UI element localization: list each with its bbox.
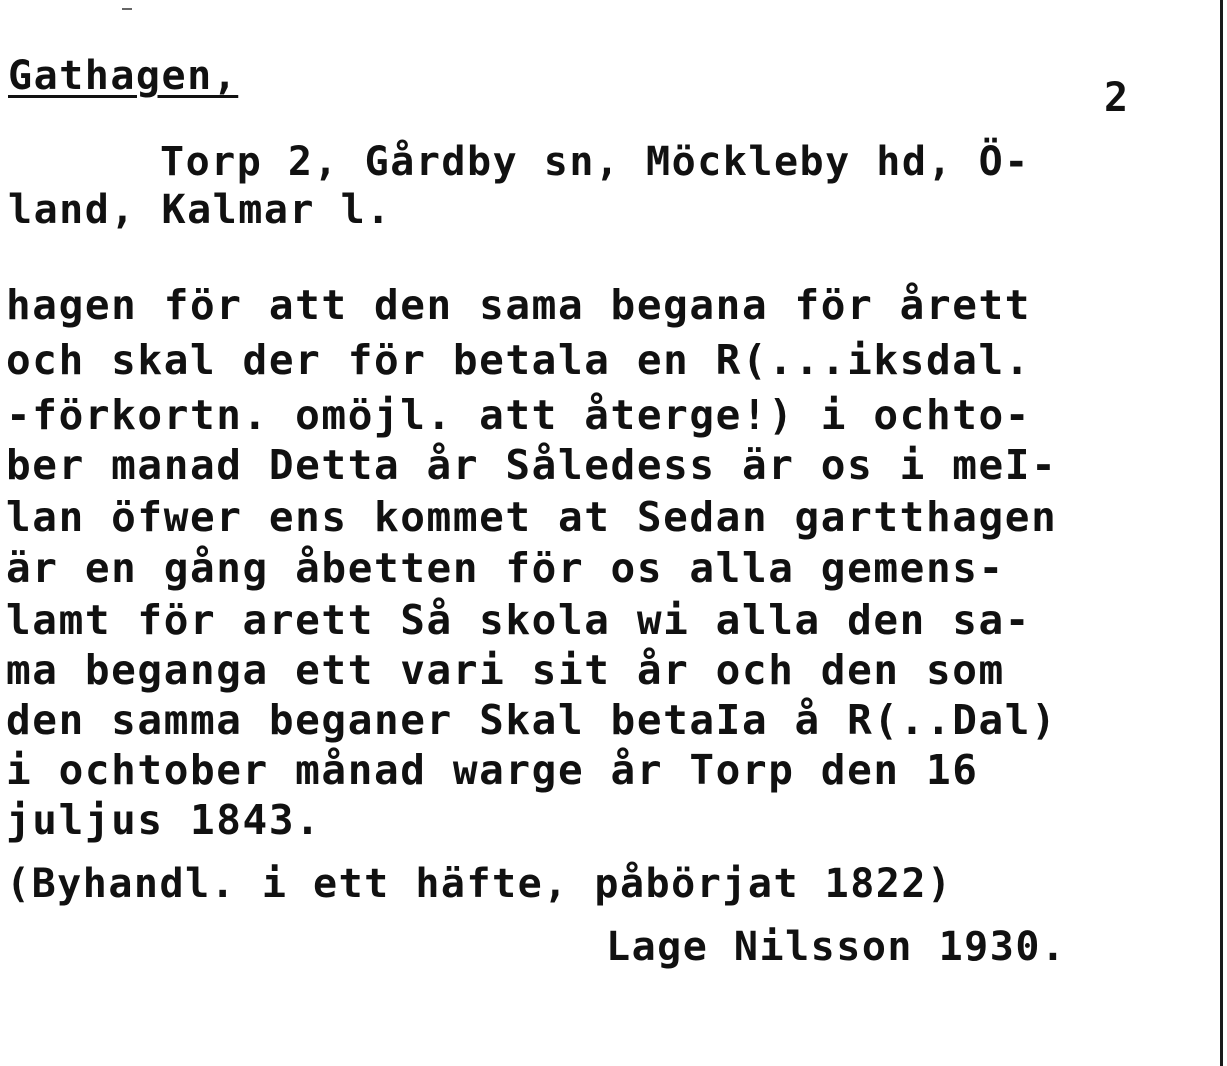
body-line: -förkortn. omöjl. att återge!) i ochto- (6, 391, 1032, 439)
body-line: i ochtober månad warge år Torp den 16 (6, 746, 979, 794)
location-line-1: Torp 2, Gårdby sn, Möckleby hd, Ö- (160, 139, 1030, 185)
body-line: och skal der för betala en R(...iksdal. (6, 336, 1032, 384)
signature: Lage Nilsson 1930. (606, 924, 1067, 970)
body-line: ma beganga ett vari sit år och den som (6, 646, 1005, 694)
location-line-2: land, Kalmar l. (8, 187, 392, 233)
body-line: är en gång åbetten för os alla gemens- (6, 544, 1005, 592)
card-edge (1220, 0, 1223, 1066)
page-number: 2 (1104, 75, 1130, 121)
body-line: den samma beganer Skal betaIa å R(..Dal) (6, 696, 1058, 744)
card-title: Gathagen, (8, 53, 239, 99)
body-line: juljus 1843. (6, 796, 322, 844)
source-note: (Byhandl. i ett häfte, påbörjat 1822) (6, 861, 953, 907)
body-line: ber manad Detta år Såledess är os i meI- (6, 441, 1058, 489)
scan-mark (122, 8, 132, 10)
body-line: hagen för att den sama begana för årett (6, 281, 1032, 329)
body-line: lamt för arett Så skola wi alla den sa- (6, 596, 1032, 644)
body-line: lan öfwer ens kommet at Sedan gartthagen (6, 493, 1058, 541)
